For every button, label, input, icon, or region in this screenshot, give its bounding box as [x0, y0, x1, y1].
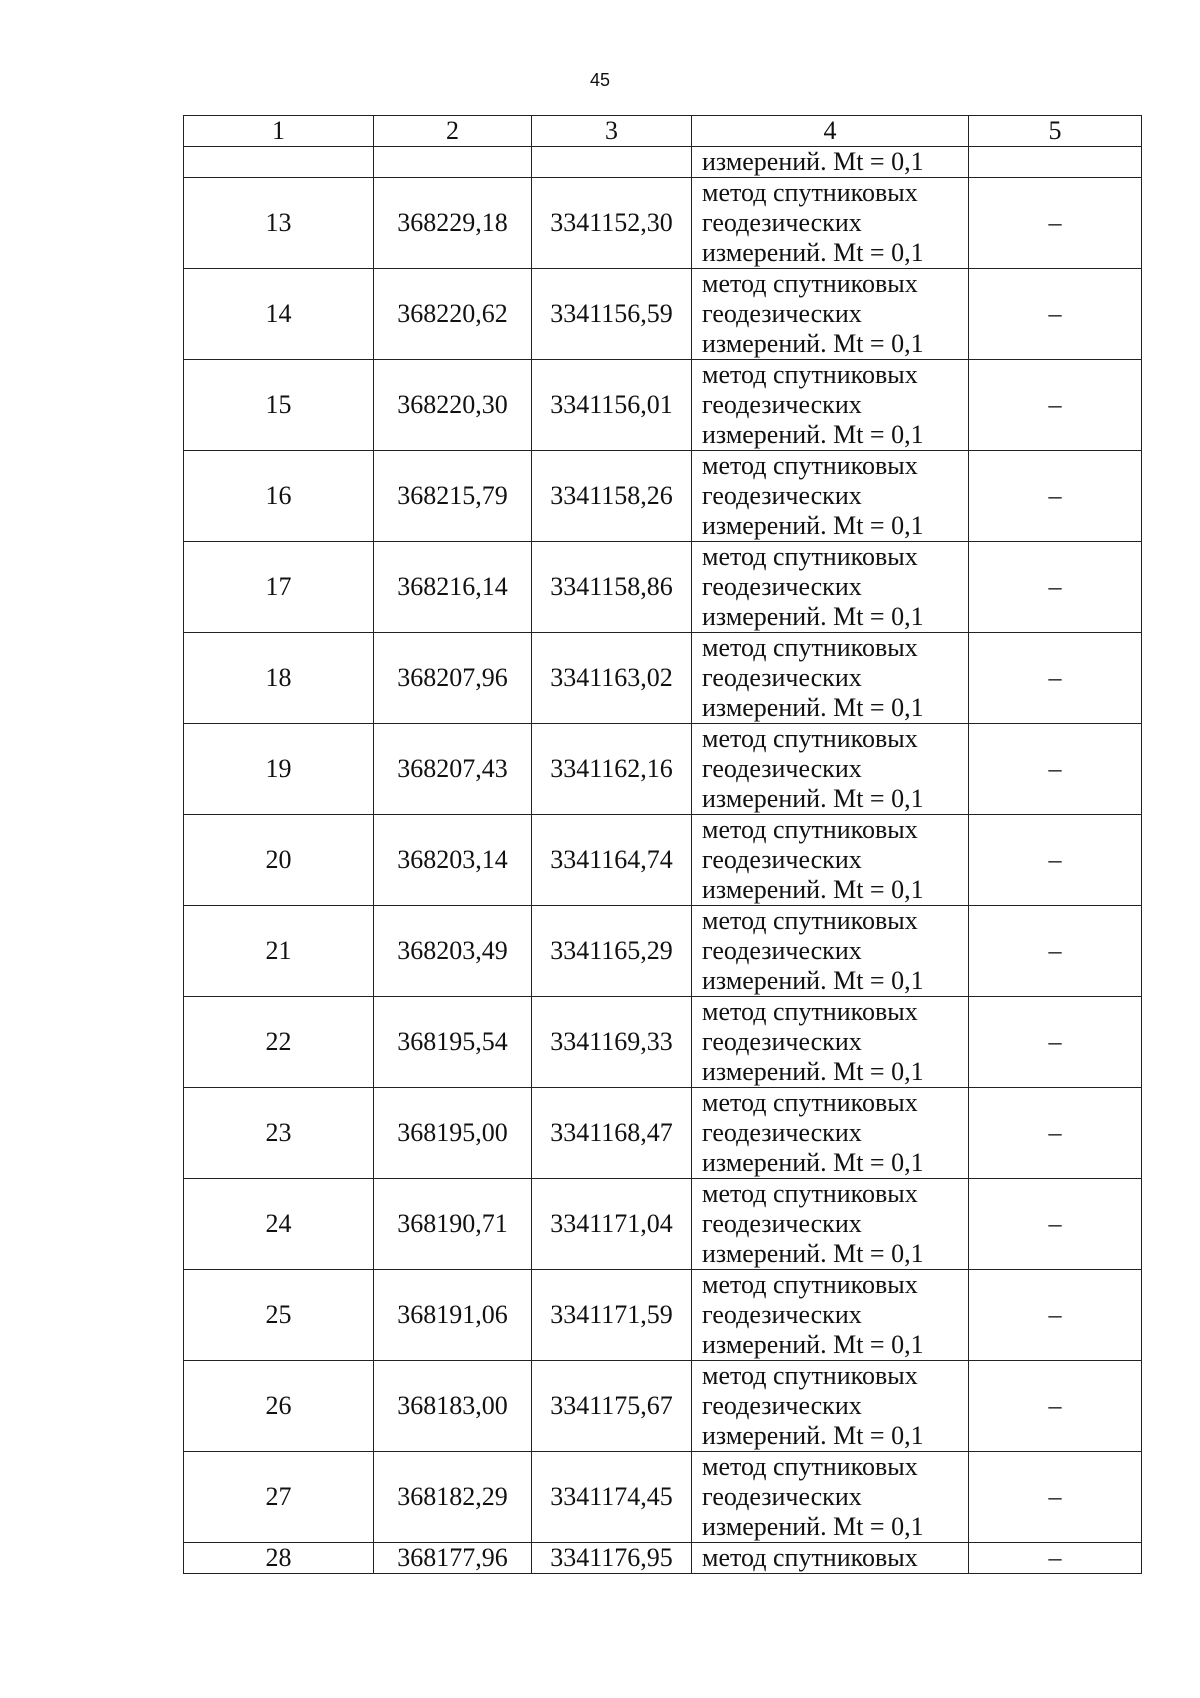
method-line: метод спутниковых	[702, 1179, 918, 1208]
method-line: измерений. Mt = 0,1	[702, 1057, 924, 1086]
method-cell	[692, 1179, 969, 1270]
method-line: геодезических	[702, 936, 862, 965]
point-number-cell: 25	[184, 1270, 374, 1361]
point-number-cell: 15	[184, 360, 374, 451]
method-line: геодезических	[702, 390, 862, 419]
note-cell: –	[969, 1361, 1142, 1452]
method-line: измерений. Mt = 0,1	[702, 511, 924, 540]
method-line: геодезических	[702, 1300, 862, 1329]
method-line: метод спутниковых	[702, 815, 918, 844]
method-line: измерений. Mt = 0,1	[702, 875, 924, 904]
continued-cell-1	[184, 147, 374, 178]
y-coordinate-cell: 3341152,30	[532, 178, 692, 269]
column-header-4: 4	[692, 116, 969, 147]
method-cell	[692, 724, 969, 815]
x-coordinate-cell: 368220,62	[374, 269, 532, 360]
y-coordinate-cell: 3341156,59	[532, 269, 692, 360]
method-line: измерений. Mt = 0,1	[702, 238, 924, 267]
point-number-cell: 23	[184, 1088, 374, 1179]
x-coordinate-cell: 368216,14	[374, 542, 532, 633]
table-row	[184, 542, 1142, 633]
table-row	[184, 360, 1142, 451]
y-coordinate-cell: 3341158,86	[532, 542, 692, 633]
column-header-1: 1	[184, 116, 374, 147]
column-header-2: 2	[374, 116, 532, 147]
method-line: измерений. Mt = 0,1	[702, 693, 924, 722]
note-cell: –	[969, 997, 1142, 1088]
page-number: 45	[589, 70, 611, 90]
method-cell	[692, 815, 969, 906]
method-line: метод спутниковых	[702, 1270, 918, 1299]
method-line: метод спутниковых	[702, 997, 918, 1026]
point-number-cell: 22	[184, 997, 374, 1088]
method-cell	[692, 451, 969, 542]
method-line: метод спутниковых	[702, 724, 918, 753]
method-line: измерений. Mt = 0,1	[702, 1421, 924, 1450]
method-line: геодезических	[702, 1027, 862, 1056]
x-coordinate-cell: 368182,29	[374, 1452, 532, 1543]
y-coordinate-cell: 3341169,33	[532, 997, 692, 1088]
table-row	[184, 1452, 1142, 1543]
y-coordinate-cell: 3341175,67	[532, 1361, 692, 1452]
method-cell	[692, 906, 969, 997]
table-row	[184, 815, 1142, 906]
x-coordinate-cell: 368195,54	[374, 997, 532, 1088]
note-cell: –	[969, 1179, 1142, 1270]
table-row	[184, 997, 1142, 1088]
x-coordinate-cell: 368220,30	[374, 360, 532, 451]
method-line: измерений. Mt = 0,1	[702, 1330, 924, 1359]
point-number-cell: 17	[184, 542, 374, 633]
x-coordinate-cell: 368177,96	[374, 1543, 532, 1574]
x-coordinate-cell: 368229,18	[374, 178, 532, 269]
table-row-partial	[184, 1543, 1142, 1574]
y-coordinate-cell: 3341158,26	[532, 451, 692, 542]
point-number-cell: 24	[184, 1179, 374, 1270]
method-cell	[692, 360, 969, 451]
method-line: геодезических	[702, 481, 862, 510]
note-cell: –	[969, 815, 1142, 906]
continued-row	[184, 147, 1142, 178]
column-header-5: 5	[969, 116, 1142, 147]
point-number-cell: 13	[184, 178, 374, 269]
method-cell	[692, 1452, 969, 1543]
column-header-3: 3	[532, 116, 692, 147]
table-row	[184, 178, 1142, 269]
method-line: геодезических	[702, 1391, 862, 1420]
note-cell: –	[969, 633, 1142, 724]
method-line: измерений. Mt = 0,1	[702, 1239, 924, 1268]
method-line: измерений. Mt = 0,1	[702, 1512, 924, 1541]
point-number-cell: 18	[184, 633, 374, 724]
method-line: измерений. Mt = 0,1	[702, 420, 924, 449]
x-coordinate-cell: 368191,06	[374, 1270, 532, 1361]
note-cell: –	[969, 178, 1142, 269]
method-line: геодезических	[702, 299, 862, 328]
method-line: метод спутниковых	[702, 178, 918, 207]
coordinates-table	[183, 115, 1142, 1574]
method-line: метод спутниковых	[702, 269, 918, 298]
point-number-cell: 27	[184, 1452, 374, 1543]
note-cell: –	[969, 451, 1142, 542]
method-line: метод спутниковых	[702, 542, 918, 571]
method-line: геодезических	[702, 754, 862, 783]
method-line: метод спутниковых	[702, 1088, 918, 1117]
y-coordinate-cell: 3341176,95	[532, 1543, 692, 1574]
table-row	[184, 724, 1142, 815]
point-number-cell: 28	[184, 1543, 374, 1574]
method-cell	[692, 269, 969, 360]
continued-cell-3	[532, 147, 692, 178]
note-cell: –	[969, 1452, 1142, 1543]
x-coordinate-cell: 368207,96	[374, 633, 532, 724]
method-line: измерений. Mt = 0,1	[702, 784, 924, 813]
note-cell: –	[969, 724, 1142, 815]
x-coordinate-cell: 368203,49	[374, 906, 532, 997]
method-line: измерений. Mt = 0,1	[702, 966, 924, 995]
continued-method-cell: измерений. Mt = 0,1	[692, 147, 969, 178]
table-row	[184, 633, 1142, 724]
method-line: геодезических	[702, 208, 862, 237]
method-line: метод спутниковых	[702, 451, 918, 480]
method-line: метод спутниковых	[702, 906, 918, 935]
method-cell	[692, 1088, 969, 1179]
y-coordinate-cell: 3341171,04	[532, 1179, 692, 1270]
method-cell	[692, 997, 969, 1088]
y-coordinate-cell: 3341164,74	[532, 815, 692, 906]
note-cell: –	[969, 1088, 1142, 1179]
method-line: геодезических	[702, 1209, 862, 1238]
method-line: геодезических	[702, 1118, 862, 1147]
table-row	[184, 906, 1142, 997]
table-row	[184, 1088, 1142, 1179]
y-coordinate-cell: 3341156,01	[532, 360, 692, 451]
x-coordinate-cell: 368215,79	[374, 451, 532, 542]
x-coordinate-cell: 368203,14	[374, 815, 532, 906]
method-line: геодезических	[702, 1482, 862, 1511]
table-header-row	[184, 116, 1142, 147]
method-line: метод спутниковых	[702, 360, 918, 389]
note-cell: –	[969, 269, 1142, 360]
note-cell: –	[969, 360, 1142, 451]
table-row	[184, 1179, 1142, 1270]
point-number-cell: 26	[184, 1361, 374, 1452]
method-line: измерений. Mt = 0,1	[702, 602, 924, 631]
y-coordinate-cell: 3341163,02	[532, 633, 692, 724]
x-coordinate-cell: 368190,71	[374, 1179, 532, 1270]
method-line: измерений. Mt = 0,1	[702, 329, 924, 358]
method-cell: метод спутниковых	[692, 1543, 969, 1574]
x-coordinate-cell: 368195,00	[374, 1088, 532, 1179]
note-cell: –	[969, 906, 1142, 997]
y-coordinate-cell: 3341174,45	[532, 1452, 692, 1543]
table-row	[184, 1270, 1142, 1361]
method-line: измерений. Mt = 0,1	[702, 1148, 924, 1177]
method-line: геодезических	[702, 663, 862, 692]
y-coordinate-cell: 3341165,29	[532, 906, 692, 997]
table-row	[184, 1361, 1142, 1452]
y-coordinate-cell: 3341162,16	[532, 724, 692, 815]
point-number-cell: 20	[184, 815, 374, 906]
method-cell	[692, 542, 969, 633]
note-cell: –	[969, 1270, 1142, 1361]
x-coordinate-cell: 368207,43	[374, 724, 532, 815]
table-row	[184, 451, 1142, 542]
method-line: геодезических	[702, 845, 862, 874]
continued-cell-2	[374, 147, 532, 178]
method-cell	[692, 178, 969, 269]
method-line: геодезических	[702, 572, 862, 601]
method-line: метод спутниковых	[702, 633, 918, 662]
point-number-cell: 14	[184, 269, 374, 360]
method-line: метод спутниковых	[702, 1361, 918, 1390]
y-coordinate-cell: 3341171,59	[532, 1270, 692, 1361]
method-line: метод спутниковых	[702, 1452, 918, 1481]
method-cell	[692, 633, 969, 724]
x-coordinate-cell: 368183,00	[374, 1361, 532, 1452]
point-number-cell: 21	[184, 906, 374, 997]
point-number-cell: 19	[184, 724, 374, 815]
note-cell: –	[969, 542, 1142, 633]
continued-cell-5	[969, 147, 1142, 178]
method-cell	[692, 1361, 969, 1452]
note-cell: –	[969, 1543, 1142, 1574]
method-cell	[692, 1270, 969, 1361]
point-number-cell: 16	[184, 451, 374, 542]
table-row	[184, 269, 1142, 360]
y-coordinate-cell: 3341168,47	[532, 1088, 692, 1179]
